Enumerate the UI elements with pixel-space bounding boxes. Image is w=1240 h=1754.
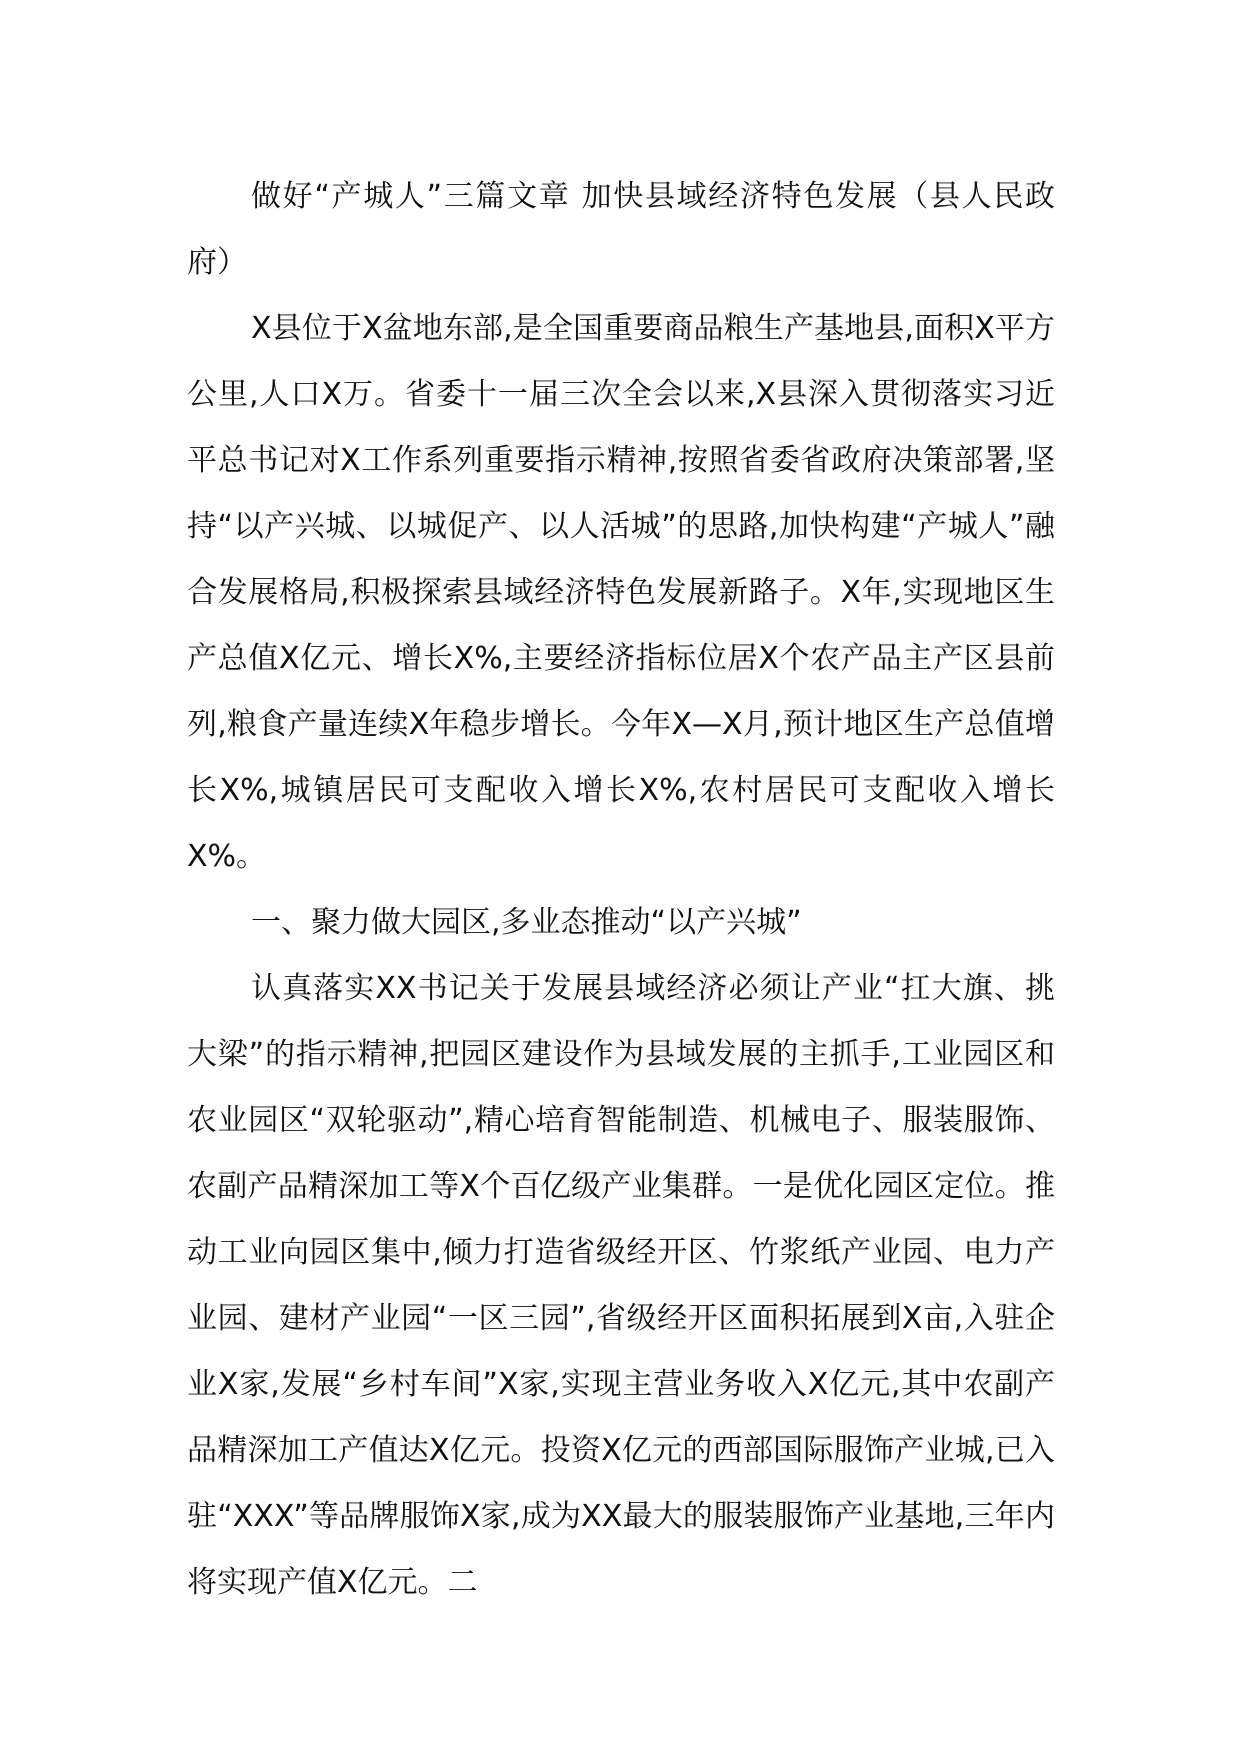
document-title: 做好“产城人”三篇文章 加快县域经济特色发展（县人民政府） xyxy=(187,179,1055,280)
paragraph-section-1: 认真落实XX书记关于发展县域经济必须让产业“扛大旗、挑大梁”的指示精神,把园区建设作为县域发展的主抓手,工业园区和农业园区“双轮驱动”,精心培育智能制造、机械电子、服装服饰、农副产品精深加工等X个百亿级产业集群。一是优化园区定位。推动工业向园区集中,倾力打造省级经开区、竹浆纸产业园、电力产业园、建材产业园“一区三园”,省级经开区面积拓展到X亩,入驻企业X家,发展“乡村车间”X家,实现主营业务收入X亿元,其中农副产品精深加工产值达X亿元。投资X亿元的西部国际服饰产业城,已入驻“XXX”等品牌服饰X家,成为XX最大的服装服饰产业基地,三年内将实现产值X亿元。二 xyxy=(187,971,1055,1600)
section-heading-1: 一、聚力做大园区,多业态推动“以产兴城” xyxy=(251,905,802,940)
document-body xyxy=(187,164,1055,1616)
paragraph-intro: X县位于X盆地东部,是全国重要商品粮生产基地县,面积X平方公里,人口X万。省委十一届三次全会以来,X县深入贯彻落实习近平总书记对X工作系列重要指示精神,按照省委省政府决策部署,坚持“以产兴城、以城促产、以人活城”的思路,加快构建“产城人”融合发展格局,积极探索县域经济特色发展新路子。X年,实现地区生产总值X亿元、增长X%,主要经济指标位居X个农产品主产区县前列,粮食产量连续X年稳步增长。今年X—X月,预计地区生产总值增长X%,城镇居民可支配收入增长X%,农村居民可支配收入增长X%。 xyxy=(187,311,1055,874)
